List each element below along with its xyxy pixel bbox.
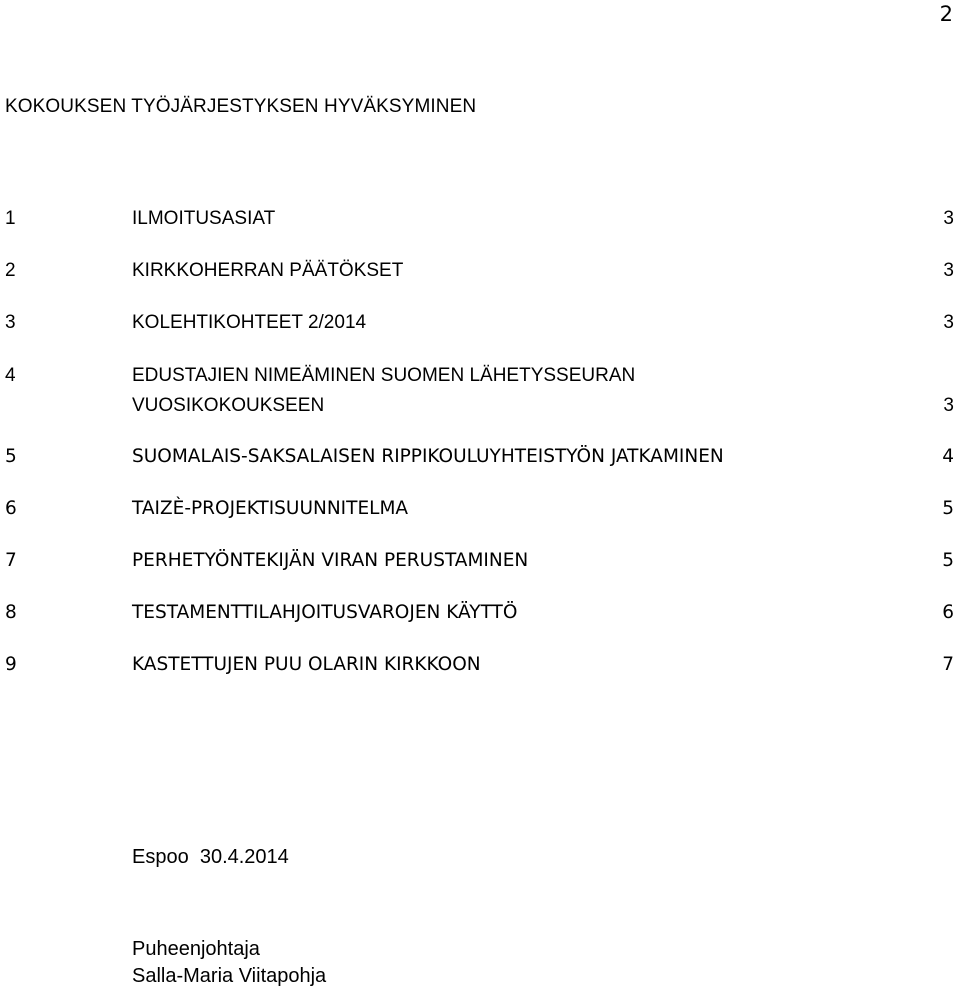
signer-role: Puheenjohtaja <box>132 938 260 960</box>
signer-name: Salla-Maria Viitapohja <box>132 965 327 987</box>
agenda-item-text: ILMOITUSASIAT <box>132 208 276 229</box>
agenda-item-number: 6 <box>5 498 17 519</box>
agenda-item-text: KIRKKOHERRAN PÄÄTÖKSET <box>132 260 404 281</box>
page-number: 2 <box>939 2 953 26</box>
agenda-item-number: 3 <box>5 312 16 333</box>
agenda-item-text: PERHETYÖNTEKIJÄN VIRAN PERUSTAMINEN <box>132 550 529 571</box>
agenda-item-page: 5 <box>942 498 954 519</box>
doc-title: KOKOUKSEN TYÖJÄRJESTYKSEN HYVÄKSYMINEN <box>5 96 477 117</box>
agenda-item-text: VUOSIKOKOUKSEEN <box>132 395 325 416</box>
agenda-item-number: 5 <box>5 446 17 467</box>
agenda-item-page: 3 <box>943 312 954 333</box>
agenda-item-number: 1 <box>5 208 16 229</box>
agenda-item-text: KOLEHTIKOHTEET 2/2014 <box>132 312 367 333</box>
agenda-item-number: 7 <box>5 550 17 571</box>
agenda-item-text: TAIZÈ-PROJEKTISUUNNITELMA <box>132 498 409 519</box>
agenda-item-text: SUOMALAIS-SAKSALAISEN RIPPIKOULUYHTEISTYÖN JATKAMINEN <box>132 446 724 467</box>
agenda-item-page: 5 <box>942 550 954 571</box>
agenda-item-page: 3 <box>943 395 954 416</box>
agenda-item-page: 6 <box>942 602 954 623</box>
agenda-item-page: 4 <box>942 446 954 467</box>
agenda-item-text: TESTAMENTTILAHJOITUSVAROJEN KÄYTTÖ <box>132 602 518 623</box>
agenda-item-page: 3 <box>943 208 954 229</box>
agenda-item-page: 7 <box>942 654 954 675</box>
agenda-item-number: 2 <box>5 260 16 281</box>
agenda-item-page: 3 <box>943 260 954 281</box>
place-date: Espoo 30.4.2014 <box>132 846 289 868</box>
agenda-item-number: 4 <box>5 365 16 386</box>
agenda-item-number: 8 <box>5 602 17 623</box>
agenda-item-text: KASTETTUJEN PUU OLARIN KIRKKOON <box>132 654 481 675</box>
agenda-item-number: 9 <box>5 654 17 675</box>
agenda-item-text: EDUSTAJIEN NIMEÄMINEN SUOMEN LÄHETYSSEURAN <box>132 365 636 386</box>
